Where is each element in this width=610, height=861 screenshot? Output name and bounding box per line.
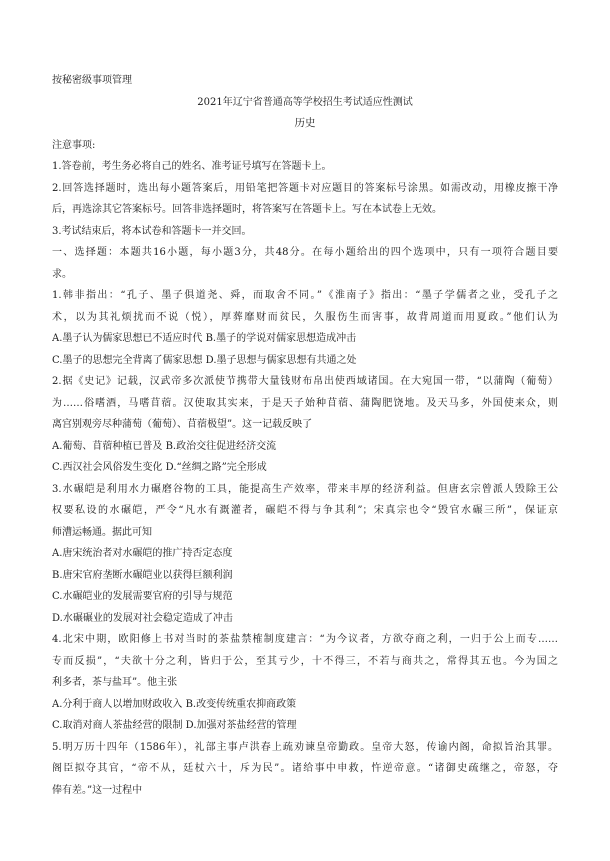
question-3-stem: 师漕运畅通。据此可知 [52,526,152,538]
question-1-stem: 术，以为其礼烦扰而不说（悦），厚葬靡财而贫民，久服伤生而害事，故背周道而用夏政。”他们认为 [52,311,558,323]
notice-heading: 注意事项: [52,139,96,151]
exam-document [52,70,558,801]
question-4-stem: 4.北宋中期，欧阳修上书对当时的茶盐禁榷制度建言：“为今议者，方欲夺商之利，一归于公上而专…… [52,634,558,645]
section-heading-cont: 求。 [52,268,72,280]
classification-note: 按秘密级事项管理 [52,75,132,86]
question-1-options: A.墨子认为儒家思想已不适应时代 B.墨子的学说对儒家思想造成冲击 [52,333,357,344]
question-2-stem: 2.据《史记》记载，汉武帝多次派使节携带大量钱财布帛出使西域诸国。在大宛国一带，“以蒲陶（葡萄） [52,376,558,387]
question-5-stem: 阁臣拟夺其官，“帝不从，廷杖六十，斥为民”。诸给事中申救，忤逆帝意。“诸御史疏继之，帝怒，夺 [52,763,558,774]
question-1-options: C.墨子的思想完全背离了儒家思想 D.墨子思想与儒家思想有共通之处 [52,354,357,366]
question-5-stem: 5.明万历十四年（1586年），礼部主事卢洪春上疏劝谏皇帝勤政。皇帝大怒，传谕内阁，命拟旨治其罪。 [52,741,558,753]
question-3-option: D.水碾碾业的发展对社会稳定造成了冲击 [52,612,233,624]
question-3-stem: 3.水碾皑是利用水力碾磨谷物的工具，能提高生产效率，带来丰厚的经济利益。但唐玄宗曾派人毁除王公 [52,483,558,495]
exam-title: 2021年辽宁省普通高等学校招生考试适应性测试 [197,96,413,108]
notice-line: 1.答卷前，考生务必将自己的姓名、准考证号填写在答题卡上。 [52,161,332,172]
question-2-options: C.西汉社会风俗发生变化 D.“丝绸之路”完全形成 [52,462,267,473]
notice-line: 2.回答选择题时，选出每小题答案后，用铅笔把答题卡对应题目的答案标号涂黑。如需改动，用橡皮擦干净 [52,182,558,194]
question-4-stem: 专而反损”，“夫欲十分之利，皆归于公，至其亏少，十不得三，不若与商共之，常得其五也。今为国之 [52,655,558,667]
notice-line: 3.考试结束后，将本试卷和答题卡一并交回。 [52,225,252,237]
question-5-stem: 俸有差。”这一过程中 [52,784,143,796]
question-2-options: A.葡萄、苜蓿种植已普及 B.政治交往促进经济交流 [52,440,277,452]
question-4-stem: 利多者，茶与盐耳”。他主张 [52,677,178,688]
question-2-stem: 离宫别观旁尽种蒲萄（葡萄）、苜蓿极望”。这一记载反映了 [52,419,313,430]
question-1-stem: 1.韩非指出：“孔子、墨子俱道尧、舜，而取舍不同。”《淮南子》指出：“墨子学儒者之业，受孔子之 [52,290,558,301]
question-4-options: A.分利于商人以增加财政收入 B.改变传统重农抑商政策 [52,698,297,710]
section-heading: 一、选择题：本题共16小题，每小题3分，共48分。在每小题给出的四个选项中，只有一项符合题目要 [52,247,558,258]
question-3-stem: 权要私设的水碾皑，严令“凡水有溉灌者，碾皑不得与争其利”；宋真宗也令“毁官水碾三所”，保证京 [52,505,558,516]
notice-line: 后，再选涂其它答案标号。回答非选择题时，将答案写在答题卡上。写在本试卷上无效。 [52,204,442,215]
question-3-option: C.水碾皑业的发展需要官府的引导与规范 [52,591,233,602]
question-4-options: C.取消对商人茶盐经营的限制 D.加强对茶盐经营的管理 [52,720,297,731]
question-2-stem: 为……俗嗜酒，马嗜苜蓿。汉使取其实来，于是天子始种苜蓿、蒲陶肥饶地。及天马多，外国使来众，则 [52,397,558,409]
question-3-option: A.唐宋统治者对水碾皑的推广持否定态度 [52,548,233,559]
question-3-option: B.唐宋官府垄断水碾皑业以获得巨额利润 [52,569,233,581]
exam-subject: 历史 [294,117,316,129]
